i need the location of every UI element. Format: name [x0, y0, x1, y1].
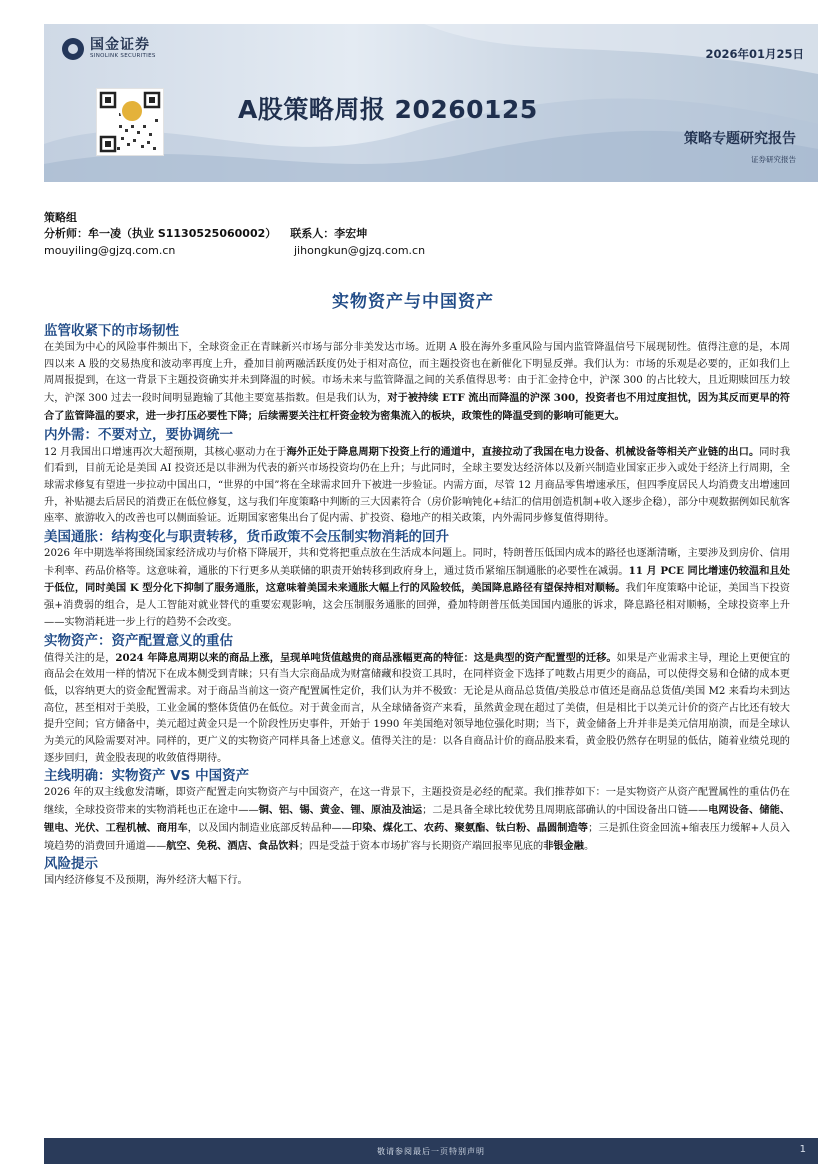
text-span: 我们年度策略中论证，美国当下投资强+消费弱的组合，是人工智能对就业替代的重要宏观影响，这会压制服务通胀的回弹，叠加特朗普压低美国国内通胀的诉求，降息路径相对顺畅，全球投资率上升——实物消耗进一步上行的趋势不会改变。 — [44, 583, 790, 628]
text-span: 。 — [583, 840, 595, 852]
section-title: 主线明确：实物资产 VS 中国资产 — [44, 768, 250, 785]
text-span: 2026 年的双主线愈发清晰，即资产配置走向实物资产与中国资产，在这一背景下，主题投资是必经的配菜。我们推荐如下：一是实物资产从资产配置属性的重估仍在继续，全球投资带来的实物消耗也正在途中—— — [44, 787, 790, 817]
section-3 — [44, 528, 790, 632]
text-span-bold: 铜、铝、锡、黄金、锂、原油及油运 — [258, 804, 423, 817]
text-span-bold: 2024 年降息周期以来的商品上涨，呈现单吨货值越贵的商品涨幅更高的特征：这是典型的资产配置型的迁移。 — [115, 651, 617, 664]
section-1 — [44, 322, 790, 426]
section-title: 监管收紧下的市场韧性 — [44, 323, 179, 339]
report-title: A股策略周报 20260125 — [238, 95, 538, 124]
text-span-bold: 对于被持续 ETF 流出而降温的沪深 300，投资者也不用过度担忧，因为其反而更早的符合了监管降温的要求，进一步打压必要性下降；后续需要关注杠杆资金较为密集流入的板块，政策性的降温受到的影响可能更大。 — [44, 392, 790, 422]
report-headline: 实物资产与中国资产 — [332, 292, 494, 312]
author-block — [44, 210, 367, 242]
text-span: 值得关注的是， — [44, 652, 116, 664]
section-6 — [44, 855, 790, 890]
text-span: 同时我们看到，目前无论是美国 AI 投资还是以非洲为代表的新兴市场投资均仍在上升；与此同时，全球主要发达经济体以及新兴制造业国家正步入或处于经济上行周期，全球需求修复有望进一步拉动中国出口，“世界的中国”将在全球需求回升下被进一步验证。内需方面，尽管 12 月商品零售增速承压，但四季度居民人均消费支出增速回升，补贴褪去后居民的消费正在低位修复，这与我们年度策略中判断的三大因素符合（房价影响钝化+结汇的信用创造机制+收入逐步企稳），部分中观数据例如民航客座率、旅游收入的改善也可以侧面验证。近期国家密集出台了促内需、扩投资、稳地产的相关政策，内外需同步修复值得期待。 — [44, 446, 791, 525]
text-span-bold: 航空、免税、酒店、食品饮料 — [166, 839, 299, 852]
section-title: 风险提示 — [44, 856, 98, 873]
text-span-bold: 电网设备、储能、锂电、光伏、工程机械、商用车 — [44, 804, 791, 834]
text-span: 2026 年中期选举将围绕国家经济成功与价格下降展开，共和党将把重点放在生活成本问题上。同时，特朗普压低国内成本的路径也逐渐清晰，主要涉及到房价、信用卡利率、药品价格等。这意味着，通胀的下行更多从美联储的职责开始转移到政府身上，通过货币紧缩压制通胀的必要性在减弱。 — [44, 548, 790, 577]
company-name-en: SINOLINK SECURITIES — [90, 53, 156, 60]
section-title: 实物资产：资产配置意义的重估 — [44, 632, 233, 649]
text-span: ；二是具备全球比较优势且周期底部确认的中国设备出口链—— — [422, 805, 709, 817]
report-subtype: 证券研究报告 — [751, 155, 796, 164]
company-logo — [62, 38, 156, 60]
analyst-line — [44, 226, 367, 242]
company-logo-icon — [62, 38, 84, 60]
report-date: 2026年01月25日 — [705, 47, 804, 61]
section-5 — [44, 767, 790, 855]
text-span: ，以及国内制造业底部反转品种—— — [187, 822, 352, 834]
report-type: 策略专题研究报告 — [684, 131, 796, 147]
analyst-name: 分析师：牟一凌（执业 S1130525060002） — [44, 227, 277, 240]
section-paragraph — [44, 340, 790, 426]
text-span-bold: 非银金融 — [543, 839, 584, 852]
report-body — [44, 322, 790, 890]
text-span: 12 月我国出口增速再次大超预期，其核心驱动力在于 — [44, 446, 287, 458]
text-span: 在美国为中心的风险事件频出下，全球资金正在青睐新兴市场与部分非美发达市场。近期 A 股在海外多重风险与国内监管降温信号下展现韧性。值得注意的是，本周四以来 A 股的交易热度和波动率再度上升，叠加目前两融活跃度仍处于相对高位，而主题投资也在新催化下明显反弹。我们认为：市场的乐观是必要的，正如我们上周周报提到，在这一背景下主题投资确实并未到降温的时候。市场未来与监管降温之间的关系值得思考：由于汇金持仓中，沪深 300 的占比较大，且近期赎回压力较大，沪深 300 过去一段时间明显跑输了其他主要宽基指数。但是我们认为， — [44, 342, 790, 405]
text-span-bold: 印染、煤化工、农药、聚氨酯、钛白粉、晶圆制造等 — [351, 821, 589, 834]
text-span-bold: 海外正处于降息周期下投资上行的通道中，直接拉动了我国在电力设备、机械设备等相关产业链的出口。 — [286, 445, 760, 458]
section-title: 美国通胀：结构变化与职责转移，货币政策不会压制实物消耗的回升 — [44, 529, 449, 546]
header-banner — [44, 24, 818, 182]
section-paragraph — [44, 873, 790, 890]
section-2 — [44, 426, 790, 529]
section-paragraph — [44, 650, 790, 768]
page-footer — [44, 1138, 818, 1164]
text-span: ；四是受益于资本市场扩容与长期资产端回报率见底的 — [298, 840, 544, 852]
section-paragraph — [44, 546, 790, 632]
text-span: 如果是产业需求主导，理论上更便宜的商品会在效用一样的情况下在成本侧受到青睐；只有当大宗商品成为财富储藏和投资工具时，在同样资金下选择了吨数占用更少的商品，可以使得交易和仓储的成本更低，以容纳更大的资金配置需求。对于商品当前这一资产配置属性定价，我们认为并不极致：无论是从商品总货值/美股总市值还是商品总货值/美国 M2 来看均未到达高位，甚至相对于美股，工业金属的整体货值仍在低位。对于黄金而言，从全球储备资产来看，虽然黄金现在超过了美债，但是相比于以美元计价的资产占比还有较大提升空间；官方储备中，美元超过黄金只是一个阶段性历史事件，开始于 1990 年美国绝对领导地位强化时期；当下，黄金储备上升并非是美元信用崩溃，而是全球认为美元的风险需要对冲。同样的，更广义的实物资产同样具备上述意义。值得关注的是：以各自商品计价的商品股来看，黄金股仍然存在明显的低估，随着业绩兑现的逐步回归，黄金股表现的收敛值得期待。 — [44, 652, 791, 764]
contact-email[interactable]: jihongkun@gjzq.com.cn — [294, 244, 426, 257]
text-span-bold: 11 月 PCE 同比增速仍较温和且处于低位，同时美国 K 型分化下抑制了服务通胀，这意味着美国未来通胀大幅上行的风险较低，美国降息路径有望保持相对顺畅。 — [44, 564, 790, 595]
section-title: 内外需：不要对立，要协调统一 — [44, 426, 233, 443]
contact-name: 联系人：李宏坤 — [290, 227, 368, 240]
analyst-email[interactable]: mouyiling@gjzq.com.cn — [44, 244, 176, 257]
text-span: ；三是抓住资金回流+缩表压力缓解+人员入境趋势的消费回升通道—— — [44, 822, 791, 852]
section-paragraph — [44, 785, 790, 855]
text-span: 国内经济修复不及预期，海外经济大幅下行。 — [44, 875, 248, 887]
page-number: 1 — [799, 1144, 806, 1155]
footer-disclaimer: 敬请参阅最后一页特别声明 — [377, 1147, 485, 1156]
section-4 — [44, 632, 790, 768]
company-name-cn: 国金证券 — [90, 37, 150, 54]
qr-center-badge-icon — [120, 99, 144, 123]
section-paragraph — [44, 444, 790, 529]
qr-code-icon — [96, 88, 164, 156]
team-name: 策略组 — [44, 211, 77, 224]
